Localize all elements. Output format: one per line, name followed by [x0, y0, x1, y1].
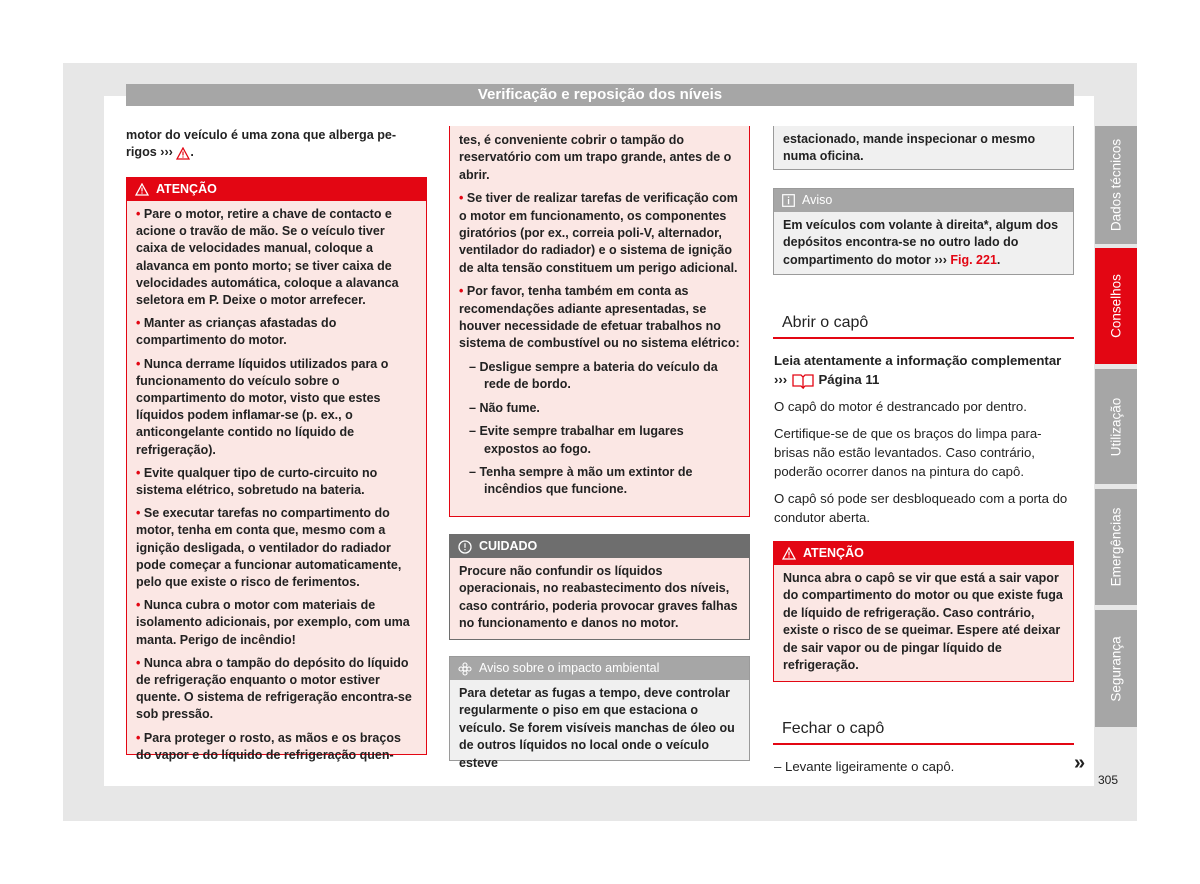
section-divider: [773, 337, 1074, 339]
list-item: • Evite qualquer tipo de curto-circuito no sistema elétrico, sobretudo na bateria.: [136, 465, 378, 498]
section-divider: [773, 743, 1074, 745]
warning-header: ATENÇÃO: [127, 178, 426, 201]
caution-text: Procure não confundir os líquidos operacionais, no reabastecimento dos níveis, caso contrário, poderia provocar graves falhas no funcionamento e danos no motor.: [459, 564, 738, 631]
list-item: • Se executar tarefas no compartimento do motor, tenha em conta que, mesmo com a ignição desligada, o ventilador do radiador pode começar a funcionar automaticamente, pelo que existe o risco de ferimentos.: [136, 506, 402, 590]
dash-item: – Tenha sempre à mão um extintor de incêndios que funcione.: [469, 464, 693, 497]
continued-text: tes, é conveniente cobrir o tampão do reservatório com um trapo grande, antes de o abrir.: [459, 133, 732, 182]
page-number: 305: [1098, 773, 1119, 787]
warning-box-1: [126, 177, 427, 762]
flower-icon: [458, 662, 472, 676]
list-item: • Por favor, tenha também em conta as recomendações adiante apresentadas, se houver necessidade de efetuar trabalhos no sistema de combustível ou no sistema elétrico:: [459, 284, 740, 351]
caution-header: CUIDADO: [450, 535, 749, 558]
tab-utilizacao[interactable]: Utilização: [1095, 369, 1137, 484]
open-section-body: [774, 351, 1074, 527]
list-item: • Se tiver de realizar tarefas de verificação com o motor em funcionamento, os componentes giratórios (por ex., correia poli-V, alternador, ventilador do radiador) e o sistema de ignição de alta tensão constituem um perigo adicional.: [459, 191, 738, 275]
note-text: Em veículos com volante à direita*, algum dos depósitos encontra-se no outro lado do compartimento do motor ››› Fig. 221.: [783, 218, 1059, 267]
intro-text: motor do veículo é uma zona que alberga pe- rigos ››› .: [126, 128, 397, 160]
lead-text: Leia atentamente a informação complementar ››› Página 11: [774, 353, 1062, 387]
note-header: Aviso: [774, 189, 1073, 212]
note-box: [773, 188, 1074, 275]
continue-arrow-icon: »: [1074, 752, 1086, 774]
dash-item: – Evite sempre trabalhar em lugares expostos ao fogo.: [469, 424, 684, 456]
paragraph: O capô só pode ser desbloqueado com a porta do condutor aberta.: [774, 491, 1068, 525]
list-item: • Manter as crianças afastadas do compartimento do motor.: [136, 316, 337, 348]
environment-box: [449, 656, 750, 770]
continued-text: estacionado, mande inspecionar o mesmo numa oficina.: [783, 132, 1036, 164]
list-item: • Nunca cubra o motor com materiais de isolamento adicionais, por exemplo, com uma manta. Perigo de incêndio!: [136, 598, 410, 647]
list-item: • Nunca abra o tampão do depósito do líquido de refrigeração enquanto o motor estiver quente. O sistema de refrigeração encontra-se sob pressão.: [136, 655, 412, 722]
warning-box-2: [773, 541, 1074, 682]
warning-triangle-icon: [782, 547, 796, 560]
info-icon: [782, 194, 795, 207]
figure-link[interactable]: Fig. 221: [950, 252, 997, 267]
caution-box: [449, 534, 750, 640]
page-header: Verificação e reposição dos níveis: [126, 84, 1074, 106]
warning-triangle-icon: [176, 147, 190, 160]
environment-box-continued: [773, 126, 1074, 170]
tab-conselhos[interactable]: Conselhos: [1095, 248, 1137, 364]
tab-seguranca[interactable]: Segurança: [1095, 610, 1137, 727]
dash-item: – Não fume.: [469, 400, 540, 415]
list-item: • Para proteger o rosto, as mãos e os braços do vapor e do líquido de refrigeração quen-: [136, 730, 401, 762]
warning-text: Nunca abra o capô se vir que está a sair vapor do compartimento do motor ou que existe fuga de líquido de refrigeração. Caso contrário, existe o risco de se queimar. Espere até deixar de sair vapor ou de pingar líquido de refrigeração.: [783, 571, 1063, 673]
page-link[interactable]: Página 11: [818, 372, 880, 387]
tab-dados-tecnicos[interactable]: Dados técnicos: [1095, 126, 1137, 244]
section-title-close: Fechar o capô: [782, 720, 885, 737]
paragraph: Certifique-se de que os braços do limpa para-brisas não estão levantados. Caso contrário, poderão ocorrer danos na pintura do capô.: [774, 426, 1042, 479]
list-item: • Nunca derrame líquidos utilizados para o funcionamento do veículo sobre o compartimento do motor, visto que estes líquidos podem inflamar-se (p. ex., o anticongelante contido no líquido de refrigeração).: [136, 356, 389, 457]
list-item: • Pare o motor, retire a chave de contacto e acione o travão de mão. Se o veículo tiver caixa de velocidades manual, coloque a alavanca em ponto morto; se tiver caixa de velocidades automática, coloque a alavanca seletora em P. Deixe o motor arrefecer.: [136, 207, 399, 308]
warning-header: ATENÇÃO: [774, 542, 1073, 565]
paragraph: O capô do motor é destrancado por dentro.: [774, 399, 1027, 414]
step-text: – Levante ligeiramente o capô.: [774, 759, 955, 774]
section-title-open: Abrir o capô: [782, 314, 869, 331]
environment-text: Para detetar as fugas a tempo, deve controlar regularmente o piso em que estaciona o veículo. Se forem visíveis manchas de óleo ou de outros líquidos no local onde o veículo esteve: [459, 686, 735, 770]
warning-box-1-continued: [449, 126, 750, 517]
environment-header: Aviso sobre o impacto ambiental: [450, 657, 749, 680]
book-icon: [791, 373, 815, 389]
info-circle-icon: [458, 540, 472, 554]
tab-emergencias[interactable]: Emergências: [1095, 489, 1137, 605]
warning-triangle-icon: [135, 183, 149, 196]
dash-item: – Desligue sempre a bateria do veículo da rede de bordo.: [469, 359, 718, 392]
